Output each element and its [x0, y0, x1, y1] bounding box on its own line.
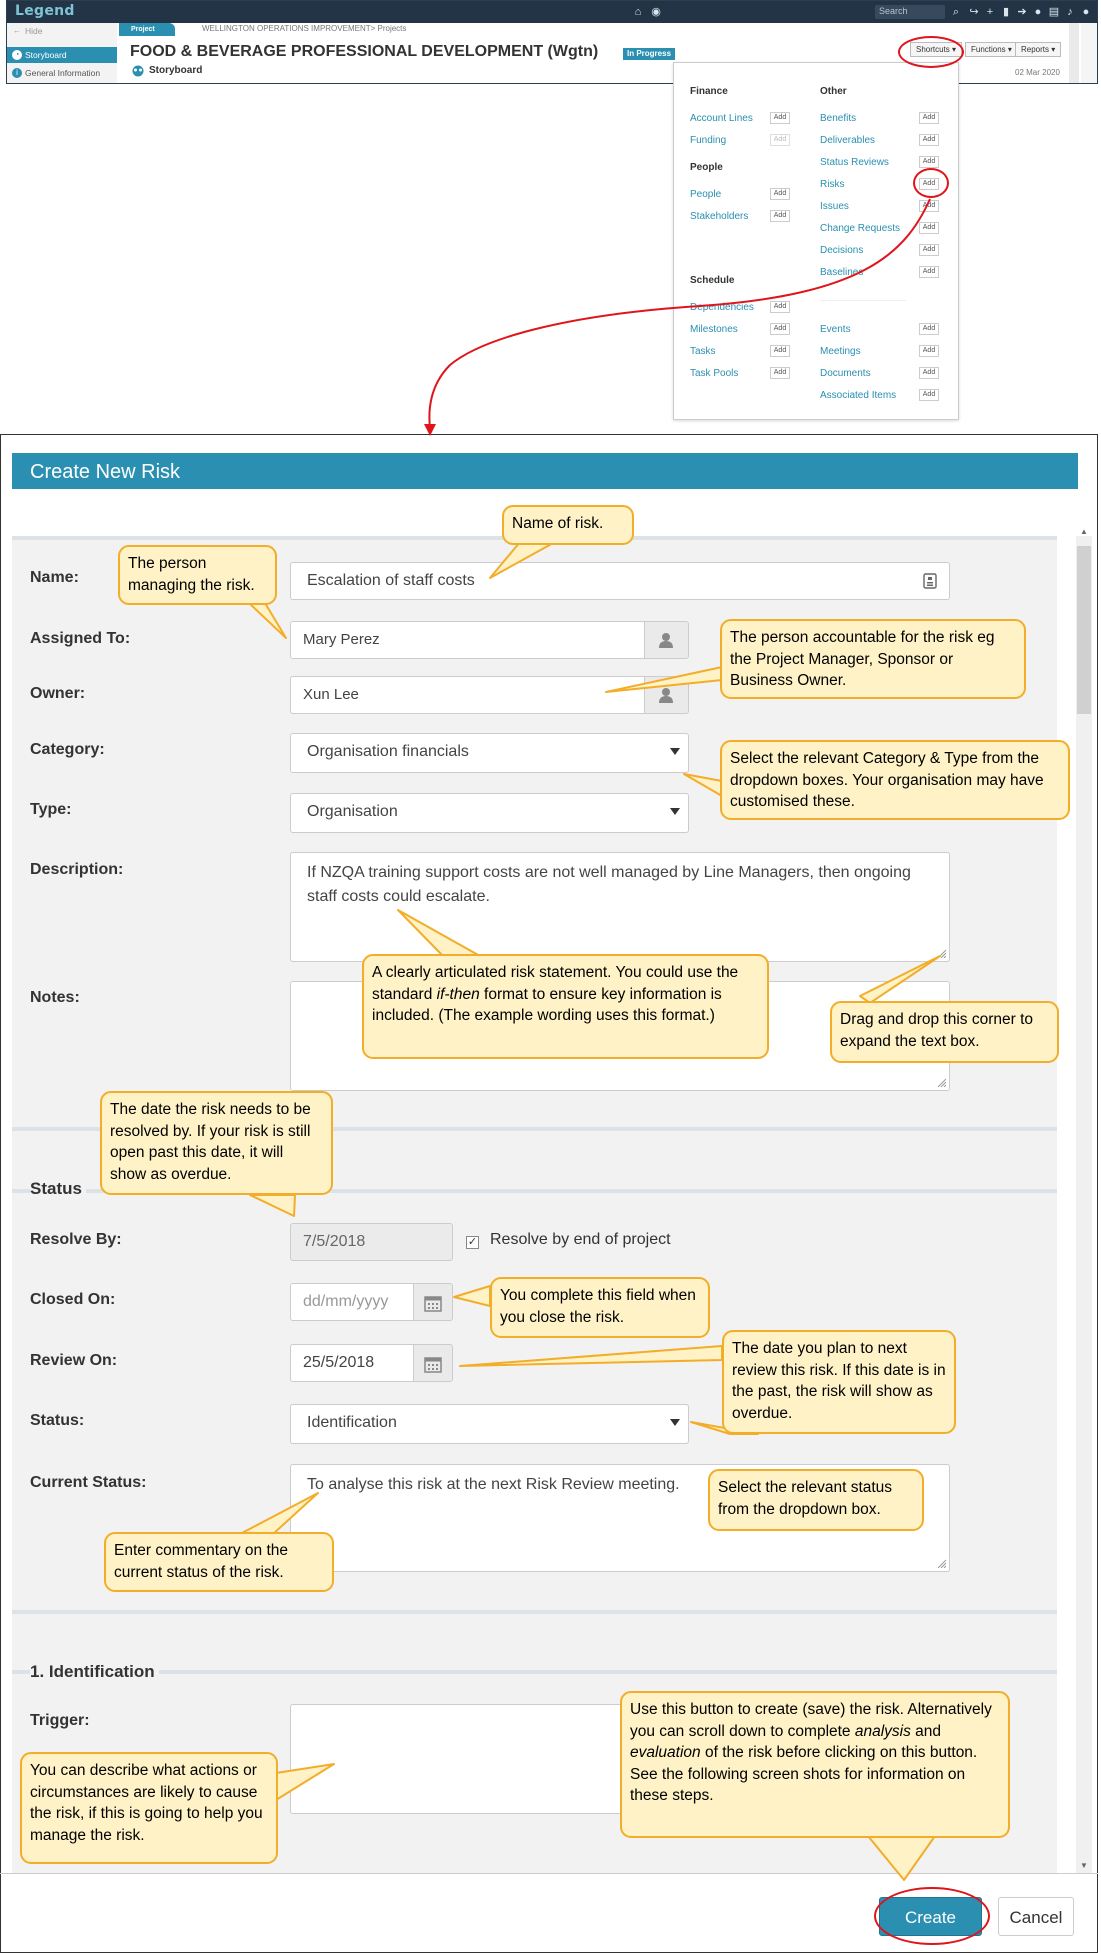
project-tab[interactable]: Project: [119, 23, 175, 36]
callout-status-dropdown: Select the relevant status from the dropdown box.: [708, 1469, 924, 1531]
menu-item-funding[interactable]: Funding: [690, 135, 727, 146]
chevron-down-icon: [670, 748, 680, 755]
add-stakeholders-button[interactable]: Add: [770, 210, 790, 222]
person-icon: [658, 687, 674, 703]
highlight-ring-create: [874, 1887, 990, 1945]
owner-picker-button[interactable]: [645, 676, 689, 714]
menu-item-risks[interactable]: Risks: [820, 179, 845, 190]
highlight-ring-shortcuts: [898, 36, 964, 68]
assigned-to-label: Assigned To:: [30, 630, 131, 647]
functions-button[interactable]: Functions ▾: [965, 42, 1018, 57]
scroll-down-arrow[interactable]: ▼: [1080, 1861, 1088, 1870]
menu-item-events[interactable]: Events: [820, 324, 851, 335]
cancel-button[interactable]: Cancel: [998, 1897, 1074, 1936]
storyboard-heading: Storyboard: [149, 65, 203, 76]
callout-accountable: The person accountable for the risk eg the Project Manager, Sponsor or Business Owner.: [720, 619, 1026, 699]
resize-grip-icon[interactable]: [936, 1077, 946, 1087]
bookmark-icon[interactable]: ▮: [1002, 6, 1010, 18]
add-people-button[interactable]: Add: [770, 188, 790, 200]
name-value: Escalation of staff costs: [307, 572, 475, 589]
comment-icon[interactable]: ●: [1034, 6, 1042, 18]
menu-item-meetings[interactable]: Meetings: [820, 346, 861, 357]
section-divider: [12, 1610, 1057, 1614]
menu-divider: [820, 300, 906, 301]
menu-heading-schedule: Schedule: [690, 275, 735, 286]
current-status-value: To analyse this risk at the next Risk Review meeting.: [307, 1476, 680, 1493]
add-change-requests-button[interactable]: Add: [919, 222, 939, 234]
add-dependencies-button[interactable]: Add: [770, 301, 790, 313]
menu-item-issues[interactable]: Issues: [820, 201, 849, 212]
person-icon: [658, 632, 674, 648]
callout-text: and: [910, 1722, 942, 1740]
closed-on-calendar-button[interactable]: [414, 1283, 453, 1321]
add-funding-button[interactable]: Add: [770, 134, 790, 146]
review-on-field[interactable]: 25/5/2018: [290, 1344, 414, 1382]
resolve-by-label: Resolve By:: [30, 1231, 122, 1248]
back-arrow-icon: ←: [13, 26, 21, 35]
description-label: Description:: [30, 861, 124, 878]
left-nav: [7, 23, 117, 83]
hide-nav-button[interactable]: [7, 23, 117, 39]
callout-text: Use this button to create (save) the risk. Alternatively you can scroll down to complete: [630, 1701, 992, 1740]
menu-item-dependencies[interactable]: Dependencies: [690, 302, 754, 313]
type-select[interactable]: [290, 793, 689, 833]
callout-text: format to ensure key information is included. (The example wording uses this format.): [372, 985, 722, 1024]
add-milestones-button[interactable]: Add: [770, 323, 790, 335]
project-title: FOOD & BEVERAGE PROFESSIONAL DEVELOPMENT (Wgtn): [130, 43, 599, 60]
search-input[interactable]: Search: [875, 5, 945, 19]
owner-label: Owner:: [30, 685, 86, 702]
share-icon[interactable]: ↪: [969, 6, 979, 18]
status-select[interactable]: [290, 1404, 689, 1444]
description-textarea[interactable]: [290, 852, 950, 962]
current-status-label: Current Status:: [30, 1474, 147, 1491]
date-label: 02 Mar 2020: [1015, 68, 1060, 77]
user-icon[interactable]: ●: [1082, 6, 1090, 18]
create-button[interactable]: Create: [879, 1897, 982, 1936]
callout-category-type: Select the relevant Category & Type from the dropdown boxes. Your organisation may have customised these.: [720, 740, 1070, 820]
menu-item-tasks[interactable]: Tasks: [690, 346, 716, 357]
menu-item-people[interactable]: People: [690, 189, 722, 200]
menu-item-documents[interactable]: Documents: [820, 368, 871, 379]
resolve-by-field[interactable]: 7/5/2018: [290, 1223, 453, 1261]
callout-commentary: Enter commentary on the current status of the risk.: [104, 1532, 334, 1592]
add-account-lines-button[interactable]: Add: [770, 112, 790, 124]
nav-item-label: General Information: [25, 68, 101, 78]
closed-on-field[interactable]: [290, 1283, 414, 1321]
callout-resolve-date: The date the risk needs to be resolved by. If your risk is still open past this date, it will show as overdue.: [100, 1091, 333, 1195]
status-label: Status:: [30, 1412, 85, 1429]
nav-item-storyboard[interactable]: [7, 47, 117, 63]
category-label: Category:: [30, 741, 105, 758]
identification-section-heading: 1. Identification: [30, 1662, 159, 1682]
add-documents-button[interactable]: Add: [919, 367, 939, 379]
scrollbar-thumb[interactable]: [1077, 546, 1091, 714]
callout-emphasis: evaluation: [630, 1744, 701, 1761]
callout-emphasis: if-then: [436, 985, 480, 1003]
trigger-label: Trigger:: [30, 1712, 90, 1729]
add-baselines-button[interactable]: Add: [919, 266, 939, 278]
menu-item-associated-items[interactable]: Associated Items: [820, 390, 897, 401]
app-logo[interactable]: Legend: [15, 3, 75, 19]
chevron-down-icon: [670, 1419, 680, 1426]
section-divider: [12, 1670, 1057, 1674]
status-section-heading: Status: [30, 1179, 86, 1199]
callout-text: A clearly articulated risk statement. You could use the standard: [372, 964, 739, 1003]
right-panel-strip: [1081, 23, 1097, 83]
owner-field[interactable]: Xun Lee: [290, 676, 645, 714]
hide-label: Hide: [25, 26, 43, 36]
add-tasks-button[interactable]: Add: [770, 345, 790, 357]
dialog-scrollbar[interactable]: [1076, 536, 1092, 1873]
closed-on-label: Closed On:: [30, 1291, 116, 1308]
callout-text: of the risk before clicking on this button. See the following screen shots for information on these steps.: [630, 1744, 978, 1804]
bell-icon[interactable]: ♪: [1067, 6, 1073, 18]
callout-drag-corner: Drag and drop this corner to expand the text box.: [830, 1001, 1059, 1063]
menu-heading-other: Other: [820, 86, 847, 97]
name-field[interactable]: [290, 562, 950, 600]
shortcuts-button[interactable]: Shortcuts ▾: [910, 42, 962, 57]
menu-item-task-pools[interactable]: Task Pools: [690, 368, 739, 379]
scrollbar[interactable]: [1069, 23, 1079, 83]
menu-item-change-requests[interactable]: Change Requests: [820, 223, 901, 234]
resolve-by-end-checkbox[interactable]: ✓: [467, 1236, 478, 1248]
dialog-title: Create New Risk: [30, 461, 181, 483]
add-decisions-button[interactable]: Add: [919, 244, 939, 256]
calendar-icon: [424, 1294, 442, 1312]
assigned-to-picker-button[interactable]: [645, 621, 689, 659]
add-status-reviews-button[interactable]: Add: [919, 156, 939, 168]
highlight-ring-risks-add: [913, 168, 949, 198]
status-value: Identification: [307, 1414, 397, 1431]
menu-item-stakeholders[interactable]: Stakeholders: [690, 211, 749, 222]
menu-item-account-lines[interactable]: Account Lines: [690, 113, 753, 124]
callout-trigger: You can describe what actions or circumstances are likely to cause the risk, if this is going to help you manage the risk.: [20, 1752, 278, 1864]
review-on-calendar-button[interactable]: [414, 1344, 453, 1382]
arrow-icon[interactable]: ➔: [1017, 6, 1027, 18]
status-badge: In Progress: [623, 48, 675, 60]
add-associated-items-button[interactable]: Add: [919, 389, 939, 401]
resize-grip-icon[interactable]: [936, 948, 946, 958]
resize-grip-icon[interactable]: [936, 1558, 946, 1568]
closed-on-placeholder: dd/mm/yyyy: [303, 1293, 389, 1310]
callout-person-managing: The person managing the risk.: [118, 545, 277, 605]
home-icon[interactable]: ⌂: [634, 6, 642, 18]
menu-item-benefits[interactable]: Benefits: [820, 113, 857, 124]
name-label: Name:: [30, 569, 79, 586]
resolve-by-end-label: Resolve by end of project: [490, 1231, 671, 1248]
scroll-up-arrow[interactable]: ▲: [1080, 527, 1088, 536]
category-select[interactable]: [290, 733, 689, 773]
add-events-button[interactable]: Add: [919, 323, 939, 335]
menu-item-status-reviews[interactable]: Status Reviews: [820, 157, 889, 168]
notes-label: Notes:: [30, 989, 80, 1006]
review-on-label: Review On:: [30, 1352, 118, 1369]
assigned-to-field[interactable]: Mary Perez: [290, 621, 645, 659]
callout-create-button: [620, 1691, 1010, 1838]
callout-close-field: You complete this field when you close the risk.: [490, 1277, 710, 1338]
shortcuts-menu: [673, 62, 959, 420]
menu-item-deliverables[interactable]: Deliverables: [820, 135, 876, 146]
callout-name-of-risk: Name of risk.: [502, 505, 634, 545]
menu-heading-finance: Finance: [690, 86, 728, 97]
breadcrumb[interactable]: WELLINGTON OPERATIONS IMPROVEMENT> Projects: [202, 24, 407, 33]
menu-item-baselines[interactable]: Baselines: [820, 267, 864, 278]
menu-heading-people: People: [690, 162, 723, 173]
info-icon: i: [12, 68, 22, 78]
add-meetings-button[interactable]: Add: [919, 345, 939, 357]
reports-button[interactable]: Reports ▾: [1015, 42, 1061, 57]
contact-card-icon[interactable]: [923, 573, 937, 589]
plus-icon[interactable]: +: [986, 6, 994, 18]
document-icon[interactable]: ▤: [1048, 6, 1060, 18]
type-label: Type:: [30, 801, 72, 818]
footer-divider: [0, 1873, 1098, 1874]
callout-review-date: The date you plan to next review this risk. If this date is in the past, the risk will show as overdue.: [722, 1330, 956, 1434]
nav-item-general-information[interactable]: [7, 65, 117, 81]
callout-emphasis: analysis: [854, 1722, 911, 1740]
description-value: If NZQA training support costs are not well managed by Line Managers, then ongoing staff costs could escalate.: [307, 864, 911, 905]
type-value: Organisation: [307, 803, 398, 820]
storyboard-icon: [131, 65, 145, 77]
add-risks-button[interactable]: Add: [919, 178, 939, 190]
add-deliverables-button[interactable]: Add: [919, 134, 939, 146]
storyboard-icon: ◔: [12, 50, 22, 60]
add-benefits-button[interactable]: Add: [919, 112, 939, 124]
globe-icon[interactable]: ◉: [651, 6, 661, 18]
add-issues-button[interactable]: Add: [919, 200, 939, 212]
category-value: Organisation financials: [307, 743, 469, 760]
top-bar: [7, 1, 1097, 23]
callout-risk-statement: [362, 954, 769, 1059]
search-icon[interactable]: ⌕: [952, 6, 960, 18]
calendar-icon: [424, 1355, 442, 1373]
menu-item-decisions[interactable]: Decisions: [820, 245, 864, 256]
add-task-pools-button[interactable]: Add: [770, 367, 790, 379]
menu-item-milestones[interactable]: Milestones: [690, 324, 738, 335]
nav-item-label: Storyboard: [25, 50, 67, 60]
chevron-down-icon: [670, 808, 680, 815]
